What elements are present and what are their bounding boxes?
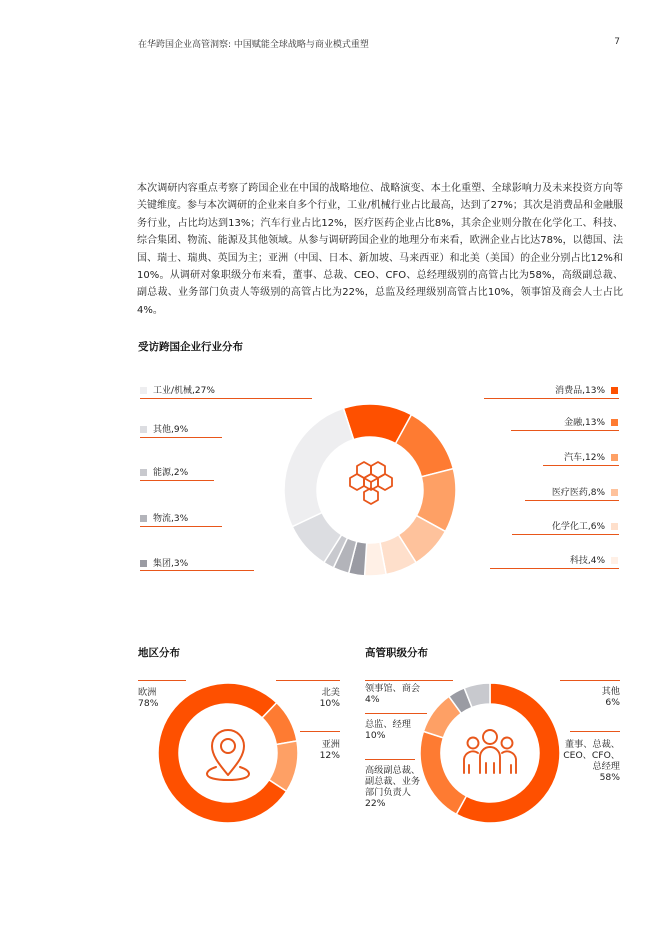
- legend-swatch: [611, 419, 618, 426]
- cubes-icon: [350, 462, 392, 504]
- legend-label: 物流,3%: [153, 514, 189, 524]
- location-pin-icon: [207, 730, 249, 780]
- region-label-europe: [138, 687, 158, 709]
- legend-label: 消费品,13%: [555, 386, 605, 396]
- level-value: 10%: [365, 730, 386, 741]
- level-name: 其他: [601, 686, 620, 697]
- level-label-director: [365, 719, 411, 741]
- legend-swatch: [611, 454, 618, 461]
- level-value: 4%: [365, 694, 380, 705]
- industry-donut-chart: [270, 390, 470, 590]
- legend-label: 汽车,12%: [564, 453, 605, 463]
- legend-item-logistics: [140, 511, 188, 524]
- legend-label: 集团,3%: [153, 559, 189, 569]
- level-label-svp: [365, 765, 420, 809]
- legend-swatch: [611, 557, 618, 564]
- label-rule: [365, 759, 415, 760]
- region-name: 亚洲: [321, 739, 340, 750]
- legend-item-chemical: [552, 519, 618, 532]
- level-title: 高管职级分布: [365, 647, 428, 659]
- legend-rule: [484, 398, 619, 399]
- level-label-consulate: [365, 683, 420, 705]
- legend-swatch: [140, 469, 147, 476]
- legend-item-other: [140, 422, 188, 435]
- legend-swatch: [140, 560, 147, 567]
- legend-swatch: [611, 489, 618, 496]
- legend-rule: [140, 526, 222, 527]
- label-rule: [560, 680, 620, 681]
- level-name-line: 副总裁、业务: [365, 776, 421, 787]
- label-rule: [276, 680, 340, 681]
- donut-slice-11: [284, 408, 354, 526]
- label-rule: [570, 731, 620, 732]
- header-title: 在华跨国企业高管洞察: 中国赋能全球战略与商业模式重塑: [138, 40, 369, 50]
- region-name: 欧洲: [138, 687, 157, 698]
- legend-swatch: [140, 387, 147, 394]
- legend-rule: [512, 534, 619, 535]
- region-label-asia: [300, 739, 340, 761]
- legend-label: 金融,13%: [564, 418, 605, 428]
- level-name-line: 董事、总裁、: [564, 739, 620, 750]
- level-name-line: 高级副总裁、: [365, 765, 421, 776]
- level-name-line: 部门负责人: [365, 787, 411, 798]
- legend-label: 医疗医药,8%: [551, 488, 605, 498]
- donut-slice-2: [420, 731, 466, 814]
- legend-item-industrial: [140, 383, 215, 396]
- region-label-north-america: [300, 687, 340, 709]
- industry-title: 受访跨国企业行业分布: [138, 341, 243, 353]
- legend-item-consumer: [555, 383, 618, 396]
- legend-item-group: [140, 556, 188, 569]
- legend-item-auto: [564, 450, 618, 463]
- level-value: 22%: [365, 798, 386, 809]
- legend-label: 其他,9%: [153, 425, 189, 435]
- intro-paragraph: 本次调研内容重点考察了跨国企业在中国的战略地位、战略演变、本土化重塑、全球影响力及未来投资方向等关键维度。参与本次调研的企业来自多个行业，工业/机械行业占比最高，达到了27%；其次是消费品和金融服务行业，占比均达到13%；汽车行业占比12%，医疗医药企业占比8%，其余企业则分散在化学化工、科技、综合集团、物流、能源及其他领域。从参与调研跨国企业的地理分布来看，欧洲企业占比达78%，以德国、法国、瑞士、瑞典、英国为主；亚洲（中国、日本、新加坡、马来西亚）和北美（美国）的企业分别占比12%和10%。从调研对象职级分布来看，董事、总裁、CEO、CFO、总经理级别的高管占比为58%，高级副总裁、副总裁、业务部门负责人等级别的高管占比为22%，总监及经理级别高管占比10%，领事馆及商会人士占比4%。: [137, 183, 623, 316]
- legend-label: 能源,2%: [153, 468, 189, 478]
- level-donut-chart: [420, 683, 560, 823]
- legend-item-energy: [140, 465, 188, 478]
- legend-rule: [511, 430, 619, 431]
- legend-rule: [543, 465, 619, 466]
- legend-rule: [140, 480, 214, 481]
- region-value: 12%: [319, 750, 340, 761]
- level-value: 58%: [599, 772, 620, 783]
- legend-label: 化学化工,6%: [551, 522, 605, 532]
- legend-item-tech: [570, 553, 618, 566]
- label-rule: [365, 713, 427, 714]
- legend-item-finance: [564, 415, 618, 428]
- level-name: 领事馆、商会: [365, 683, 421, 694]
- level-name: 总监、经理: [365, 719, 411, 730]
- legend-swatch: [140, 515, 147, 522]
- legend-rule: [490, 568, 619, 569]
- region-donut-chart: [158, 683, 298, 823]
- level-name-line: 总经理: [592, 761, 620, 772]
- label-rule: [138, 680, 186, 681]
- legend-rule: [140, 570, 254, 571]
- page-number: 7: [614, 37, 620, 47]
- legend-swatch: [140, 426, 147, 433]
- region-name: 北美: [321, 687, 340, 698]
- level-name-line: CEO、CFO、: [563, 750, 620, 761]
- level-value: 6%: [605, 697, 620, 708]
- region-value: 78%: [138, 698, 159, 709]
- legend-label: 工业/机械,27%: [153, 386, 215, 396]
- legend-rule: [140, 437, 222, 438]
- level-label-exec: [552, 739, 620, 783]
- legend-label: 科技,4%: [569, 556, 605, 566]
- legend-swatch: [611, 387, 618, 394]
- legend-item-medical: [552, 485, 618, 498]
- legend-swatch: [611, 523, 618, 530]
- donut-slice-3: [158, 683, 287, 823]
- label-rule: [300, 731, 340, 732]
- level-label-other: [570, 686, 620, 708]
- region-title: 地区分布: [138, 647, 180, 659]
- team-people-icon: [464, 730, 516, 773]
- legend-rule: [525, 500, 619, 501]
- label-rule: [365, 680, 453, 681]
- region-value: 10%: [319, 698, 340, 709]
